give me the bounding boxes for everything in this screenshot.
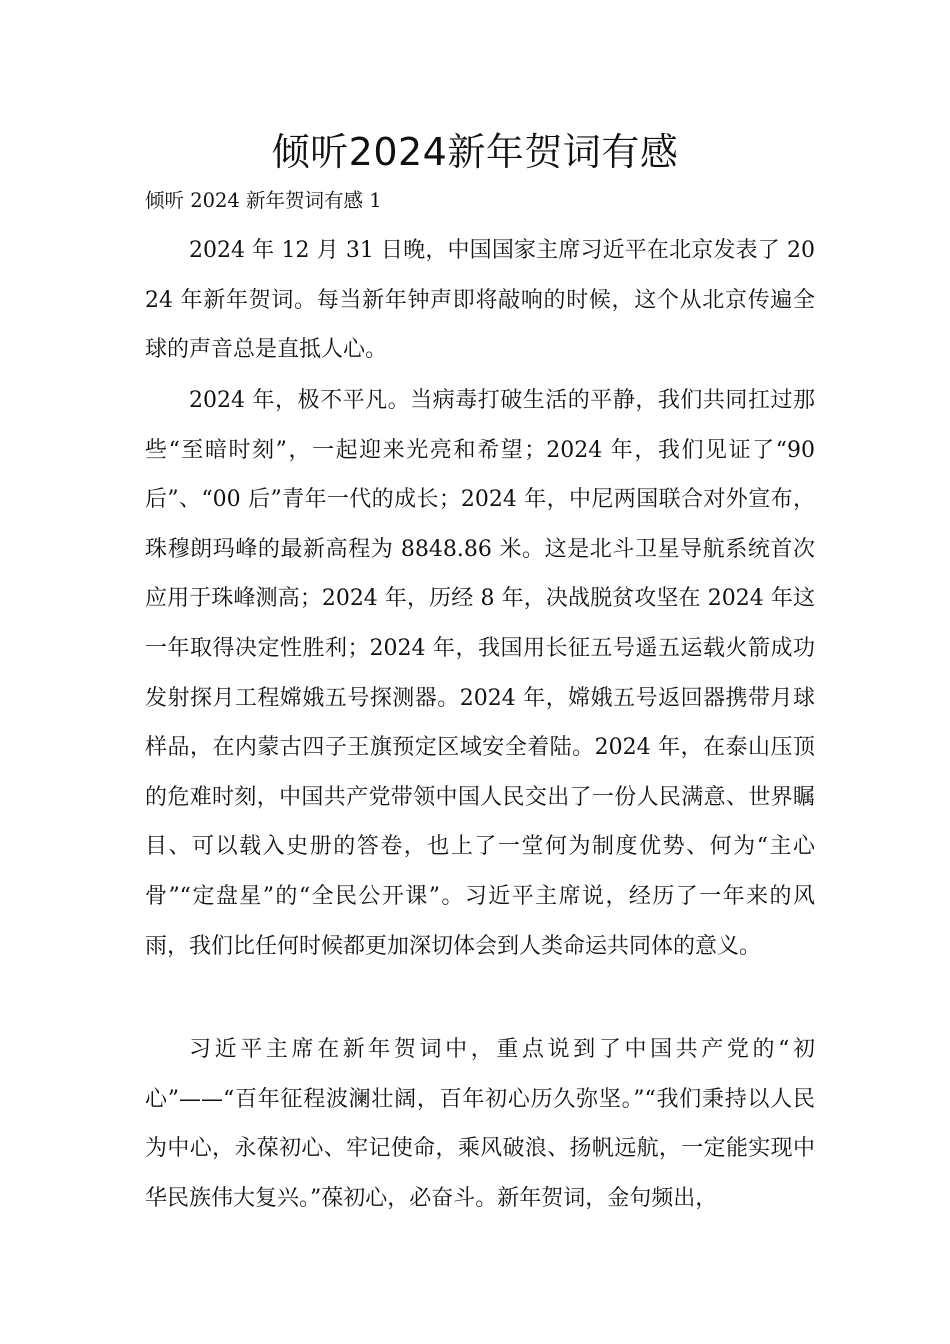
section-subheading: 倾听 2024 新年贺词有感 1 (145, 189, 382, 212)
body-paragraph-3: 习近平主席在新年贺词中，重点说到了中国共产党的“初心”——“百年征程波澜壮阔，百年初心历久弥坚。”“我们秉持以人民为中心，永葆初心、牢记使命，乘风破浪、扬帆远航，一定能实现中华民族伟大复兴。”葆初心，必奋斗。新年贺词，金句频出， (145, 1037, 815, 1211)
document-title: 倾听2024新年贺词有感 (271, 130, 679, 174)
body-paragraph-2: 2024 年，极不平凡。当病毒打破生活的平静，我们共同扛过那些“至暗时刻”，一起迎来光亮和希望；2024 年，我们见证了“90 后”、“00 后”青年一代的成长；2024 年，中尼两国联合对外宣布，珠穆朗玛峰的最新高程为 8848.86 米。这是北斗卫星导航系统首次应用于珠峰测高；2024 年，历经 8 年，决战脱贫攻坚在 2024 年这一年取得决定性胜利；2024 年，我国用长征五号遥五运载火箭成功发射探月工程嫦娥五号探测器。2024 年，嫦娥五号返回器携带月球样品，在内蒙古四子王旗预定区域安全着陆。2024 年，在泰山压顶的危难时刻，中国共产党带领中国人民交出了一份人民满意、世界瞩目、可以载入史册的答卷，也上了一堂何为制度优势、何为“主心骨”“定盘星”的“全民公开课”。习近平主席说，经历了一年来的风雨，我们比任何时候都更加深切体会到人类命运共同体的意义。 (145, 388, 815, 959)
body-paragraph-1: 2024 年 12 月 31 日晚，中国国家主席习近平在北京发表了 2024 年新年贺词。每当新年钟声即将敲响的时候，这个从北京传遍全球的声音总是直抵人心。 (145, 238, 815, 363)
